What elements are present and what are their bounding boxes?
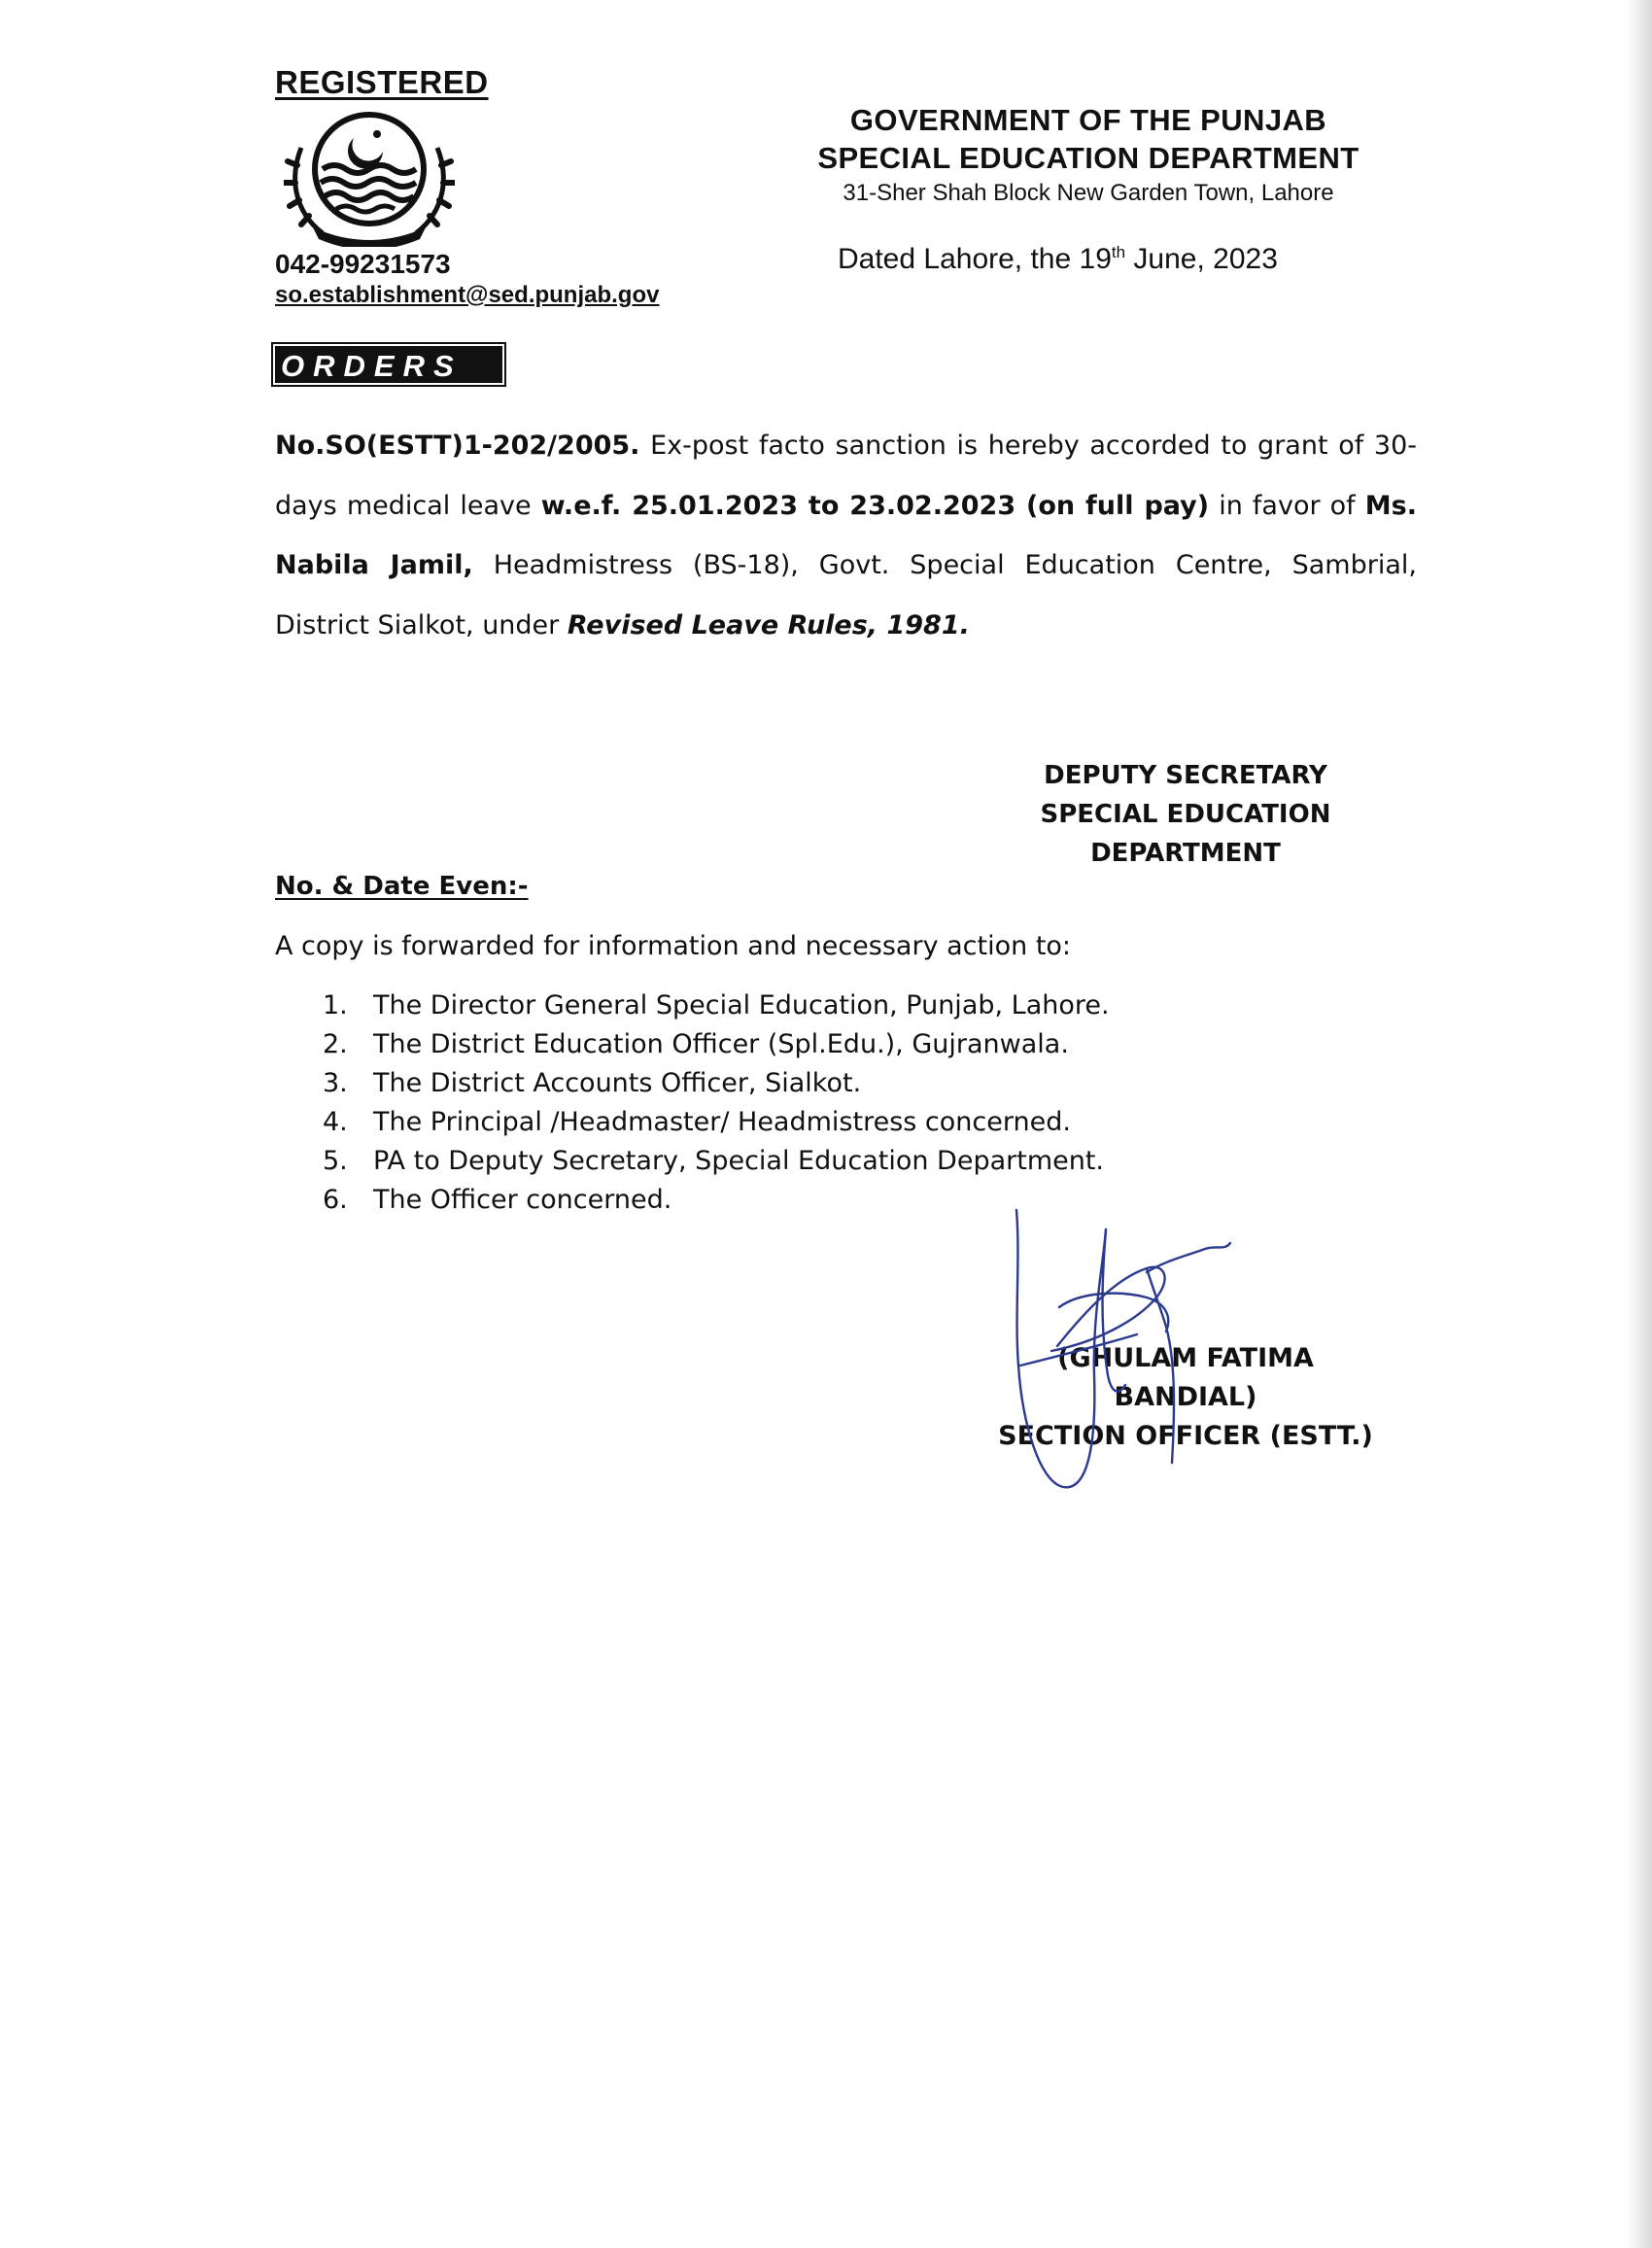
- no-date-even-heading: No. & Date Even:-: [275, 872, 529, 901]
- deputy-secretary-line-1: DEPUTY SECRETARY: [1044, 761, 1327, 790]
- officer-name: (GHULAM FATIMA BANDIAL): [1057, 1343, 1314, 1412]
- order-paragraph: [275, 416, 1417, 655]
- phone-number: 042-99231573: [275, 249, 451, 279]
- deputy-secretary-block: [1011, 756, 1360, 873]
- order-text-3: Headmistress (BS-18), Govt. Special Education Centre, Sambrial, District Sialkot, under: [275, 550, 1417, 640]
- list-item: 1. The Director General Special Education, Punjab, Lahore.: [323, 990, 1110, 1020]
- deputy-secretary-line-2: SPECIAL EDUCATION: [1040, 800, 1331, 829]
- recipient-list: [323, 986, 1110, 1220]
- date-suffix: June, 2023: [1125, 243, 1278, 275]
- government-title: GOVERNMENT OF THE PUNJAB: [849, 103, 1327, 137]
- list-item: 2. The District Education Officer (Spl.Edu.), Gujranwala.: [323, 1029, 1069, 1059]
- leave-dates: w.e.f. 25.01.2023 to 23.02.2023 (on full pay): [540, 490, 1210, 521]
- date-prefix: Dated Lahore, the 19: [838, 243, 1112, 275]
- forward-text: A copy is forwarded for information and necessary action to:: [275, 931, 1072, 961]
- date-superscript: th: [1111, 243, 1126, 261]
- employee-name: Ms. Nabila Jamil,: [275, 490, 1417, 580]
- orders-heading: ORDERS: [275, 346, 502, 383]
- department-address: 31-Sher Shah Block New Garden Town, Lahore: [843, 180, 1334, 206]
- page-edge-shadow: [1627, 0, 1652, 2248]
- list-item: 5. PA to Deputy Secretary, Special Education Department.: [323, 1146, 1105, 1176]
- officer-designation: SECTION OFFICER (ESTT.): [998, 1421, 1373, 1451]
- order-text-1: Ex-post facto sanction is hereby accorded to grant of 30-days medical leave: [275, 431, 1417, 521]
- order-text-2: in favor of: [1209, 490, 1365, 521]
- date-line: [838, 243, 1278, 276]
- registered-label: REGISTERED: [275, 64, 489, 100]
- email-link[interactable]: so.establishment@sed.punjab.gov: [275, 282, 660, 308]
- punjab-government-emblem-icon: [284, 109, 455, 247]
- list-item: 3. The District Accounts Officer, Sialkot.: [323, 1068, 862, 1098]
- leave-rules: Revised Leave Rules, 1981.: [567, 609, 970, 640]
- department-header: [777, 101, 1399, 210]
- list-item: 4. The Principal /Headmaster/ Headmistress concerned.: [323, 1107, 1071, 1137]
- handwritten-signature: [1001, 1200, 1254, 1497]
- list-item: 6. The Officer concerned.: [323, 1185, 672, 1215]
- order-number: No.SO(ESTT)1-202/2005.: [275, 431, 640, 461]
- deputy-secretary-line-3: DEPARTMENT: [1090, 839, 1281, 868]
- department-title: SPECIAL EDUCATION DEPARTMENT: [817, 141, 1359, 175]
